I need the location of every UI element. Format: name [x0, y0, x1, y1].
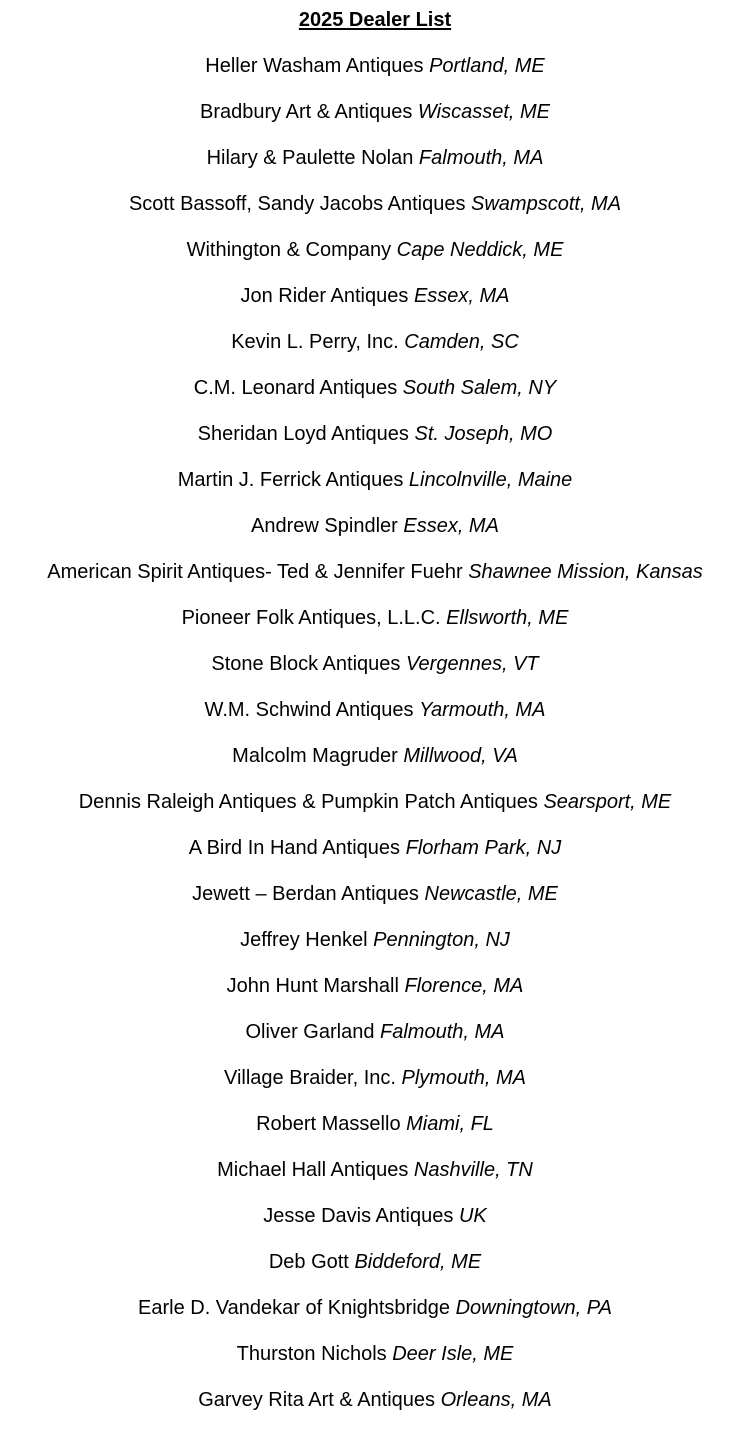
dealer-entry [0, 1249, 750, 1295]
dealer-location: Shawnee Mission, Kansas [468, 561, 703, 583]
dealer-entry [0, 1111, 750, 1157]
dealer-name: Sheridan Loyd Antiques [197, 423, 409, 445]
dealer-entry [0, 605, 750, 651]
dealer-entry [0, 973, 750, 1019]
dealer-name: Oliver Garland [245, 1021, 375, 1043]
dealer-name: Scott Bassoff, Sandy Jacobs Antiques [128, 193, 466, 215]
dealer-entry [0, 1203, 750, 1249]
dealer-name: Dennis Raleigh Antiques & Pumpkin Patch Antiques [78, 791, 538, 813]
dealer-name: Hilary & Paulette Nolan [206, 147, 414, 169]
dealer-name: Heller Washam Antiques [205, 55, 424, 77]
dealer-location: Downingtown, PA [455, 1297, 612, 1319]
dealer-name: Earle D. Vandekar of Knightsbridge [138, 1297, 451, 1319]
dealer-name: Jesse Davis Antiques [263, 1205, 454, 1227]
dealer-location: Falmouth, MA [418, 147, 544, 169]
dealer-name: Kevin L. Perry, Inc. [231, 331, 399, 353]
dealer-entry [0, 559, 750, 605]
page-title: 2025 Dealer List [298, 9, 452, 31]
dealer-location: Newcastle, ME [424, 883, 558, 905]
dealer-name: Village Braider, Inc. [224, 1067, 396, 1089]
dealer-location: Essex, MA [413, 285, 510, 307]
dealer-name: Bradbury Art & Antiques [200, 101, 413, 123]
dealer-location: Vergennes, VT [405, 653, 539, 675]
dealer-location: Ellsworth, ME [446, 607, 569, 629]
dealer-location: Pennington, NJ [373, 929, 510, 951]
dealer-name: Malcolm Magruder [232, 745, 398, 767]
dealer-name: C.M. Leonard Antiques [193, 377, 398, 399]
dealer-list [0, 53, 750, 1433]
dealer-name: Michael Hall Antiques [217, 1159, 409, 1181]
dealer-entry [0, 697, 750, 743]
dealer-entry [0, 789, 750, 835]
dealer-location: Florence, MA [404, 975, 524, 997]
dealer-location: Portland, ME [429, 55, 545, 77]
dealer-name: American Spirit Antiques- Ted & Jennifer Fuehr [47, 561, 463, 583]
dealer-location: St. Joseph, MO [414, 423, 553, 445]
dealer-location: Millwood, VA [403, 745, 518, 767]
dealer-name: Andrew Spindler [251, 515, 398, 537]
dealer-entry [0, 927, 750, 973]
dealer-entry [0, 1387, 750, 1433]
dealer-name: Garvey Rita Art & Antiques [198, 1389, 436, 1411]
dealer-name: Withington & Company [186, 239, 392, 261]
dealer-location: South Salem, NY [402, 377, 557, 399]
dealer-location: Swampscott, MA [471, 193, 622, 215]
dealer-name: Jeffrey Henkel [240, 929, 368, 951]
dealer-entry [0, 329, 750, 375]
dealer-entry [0, 99, 750, 145]
dealer-entry [0, 651, 750, 697]
dealer-location: Florham Park, NJ [405, 837, 562, 859]
dealer-location: UK [458, 1205, 487, 1227]
dealer-entry [0, 421, 750, 467]
dealer-name: Robert Massello [256, 1113, 401, 1135]
dealer-location: Camden, SC [404, 331, 519, 353]
dealer-entry [0, 375, 750, 421]
dealer-entry [0, 1341, 750, 1387]
dealer-location: Miami, FL [406, 1113, 494, 1135]
dealer-entry [0, 743, 750, 789]
dealer-entry [0, 1065, 750, 1111]
dealer-entry [0, 237, 750, 283]
dealer-entry [0, 1295, 750, 1341]
dealer-name: Jewett – Berdan Antiques [192, 883, 419, 905]
dealer-location: Deer Isle, ME [392, 1343, 514, 1365]
dealer-location: Wiscasset, ME [417, 101, 550, 123]
dealer-name: Thurston Nichols [236, 1343, 387, 1365]
dealer-location: Cape Neddick, ME [396, 239, 564, 261]
dealer-entry [0, 835, 750, 881]
dealer-location: Orleans, MA [440, 1389, 552, 1411]
dealer-location: Falmouth, MA [380, 1021, 505, 1043]
dealer-entry [0, 467, 750, 513]
dealer-name: Deb Gott [268, 1251, 349, 1273]
dealer-entry [0, 283, 750, 329]
dealer-name: Martin J. Ferrick Antiques [177, 469, 404, 491]
dealer-entry [0, 53, 750, 99]
dealer-entry [0, 191, 750, 237]
dealer-name: W.M. Schwind Antiques [204, 699, 414, 721]
dealer-location: Essex, MA [403, 515, 499, 537]
dealer-name: Pioneer Folk Antiques, L.L.C. [181, 607, 441, 629]
dealer-entry [0, 1019, 750, 1065]
dealer-name: A Bird In Hand Antiques [188, 837, 401, 859]
dealer-location: Nashville, TN [413, 1159, 533, 1181]
dealer-name: John Hunt Marshall [226, 975, 399, 997]
dealer-name: Stone Block Antiques [211, 653, 401, 675]
dealer-entry [0, 145, 750, 191]
dealer-location: Plymouth, MA [401, 1067, 526, 1089]
dealer-location: Biddeford, ME [354, 1251, 482, 1273]
dealer-location: Lincolnville, Maine [408, 469, 573, 491]
dealer-entry [0, 1157, 750, 1203]
dealer-location: Yarmouth, MA [419, 699, 546, 721]
dealer-entry [0, 881, 750, 927]
dealer-location: Searsport, ME [543, 791, 672, 813]
dealer-name: Jon Rider Antiques [240, 285, 409, 307]
dealer-entry [0, 513, 750, 559]
